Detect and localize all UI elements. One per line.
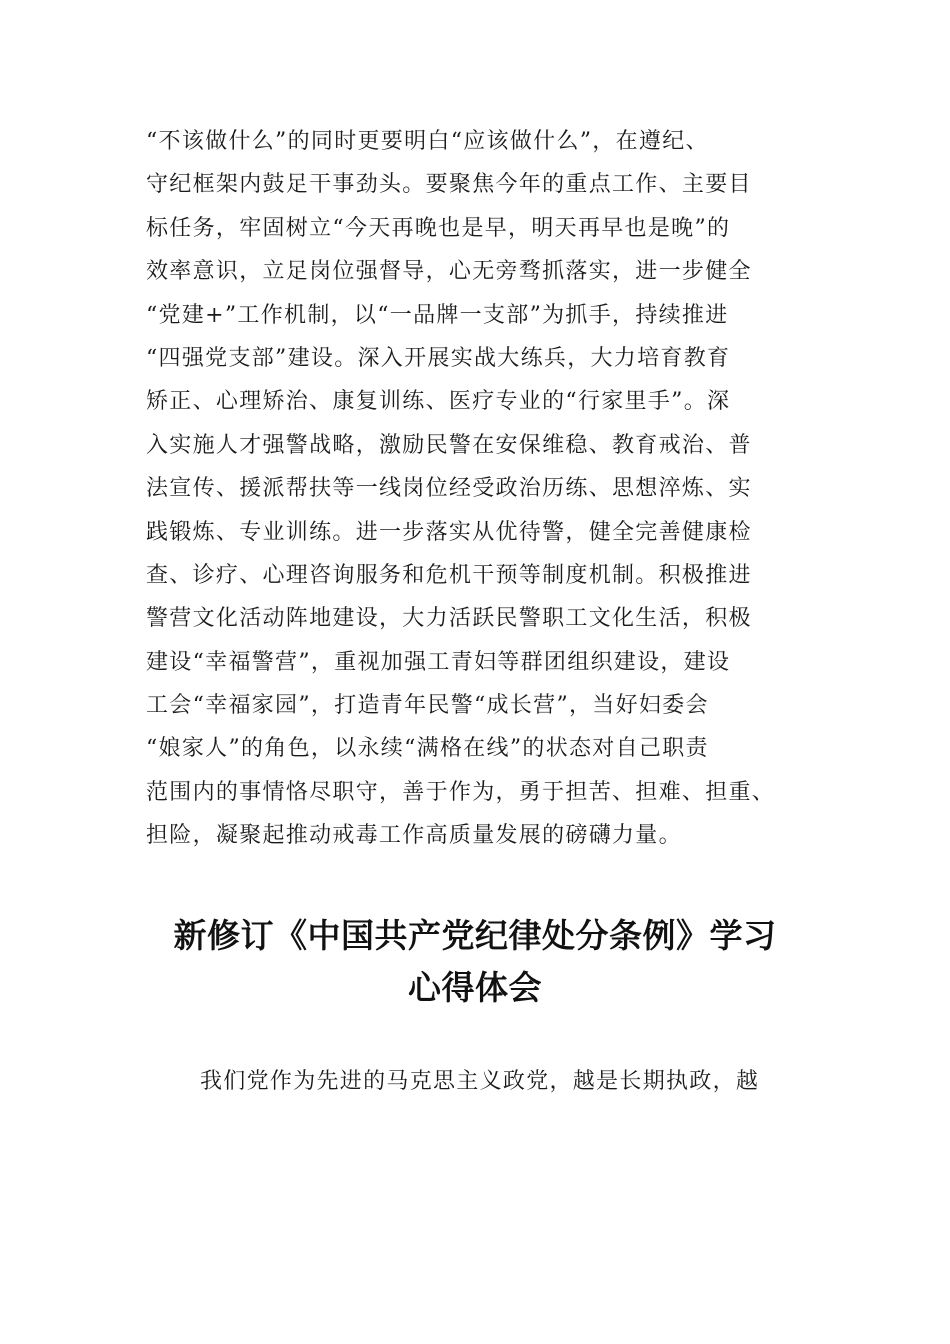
body-line: “娘家人”的角色，以永续“满格在线”的状态对自己职责 [146, 736, 709, 762]
section-title [100, 910, 850, 1014]
section-title-line-2: 心得体会 [408, 968, 542, 1007]
intro-paragraph [146, 1060, 810, 1103]
body-line: 工会“幸福家园”，打造青年民警“成长营”，当好妇委会 [146, 693, 709, 719]
body-line: “不该做什么”的同时更要明白“应该做什么”，在遵纪、 [146, 129, 709, 154]
body-line: 矫正、心理矫治、康复训练、医疗专业的“行家里手”。深 [146, 389, 731, 415]
body-line: 担险，凝聚起推动戒毒工作高质量发展的磅礴力量。 [146, 823, 682, 849]
body-paragraph [146, 120, 810, 858]
body-line: 守纪框架内鼓足干事劲头。要聚焦今年的重点工作、主要目 [146, 172, 752, 198]
body-line: 建设“幸福警营”，重视加强工青妇等群团组织建设，建设 [146, 649, 731, 675]
intro-line: 我们党作为先进的马克思主义政党，越是长期执政，越 [200, 1069, 760, 1094]
body-line: 查、诊疗、心理咨询服务和危机干预等制度机制。积极推进 [146, 562, 752, 588]
body-line: “党建+”工作机制，以“一品牌一支部”为抓手，持续推进 [146, 302, 729, 328]
body-line: 效率意识，立足岗位强督导，心无旁骛抓落实，进一步健全 [146, 259, 752, 285]
body-line: 法宣传、援派帮扶等一线岗位经受政治历练、思想淬炼、实 [146, 476, 752, 502]
body-line: 入实施人才强警战略，激励民警在安保维稳、教育戒治、普 [146, 432, 752, 458]
body-line: 标任务，牢固树立“今天再晚也是早，明天再早也是晚”的 [146, 215, 731, 241]
body-line: “四强党支部”建设。深入开展实战大练兵，大力培育教育 [146, 345, 731, 371]
body-line: 警营文化活动阵地建设，大力活跃民警职工文化生活，积极 [146, 606, 752, 632]
body-line: 范围内的事情恪尽职守，善于作为，勇于担苦、担难、担重、 [146, 779, 776, 805]
body-line: 践锻炼、专业训练。进一步落实从优待警，健全完善健康检 [146, 519, 752, 545]
section-title-line-1: 新修订《中国共产党纪律处分条例》学习 [173, 916, 777, 955]
